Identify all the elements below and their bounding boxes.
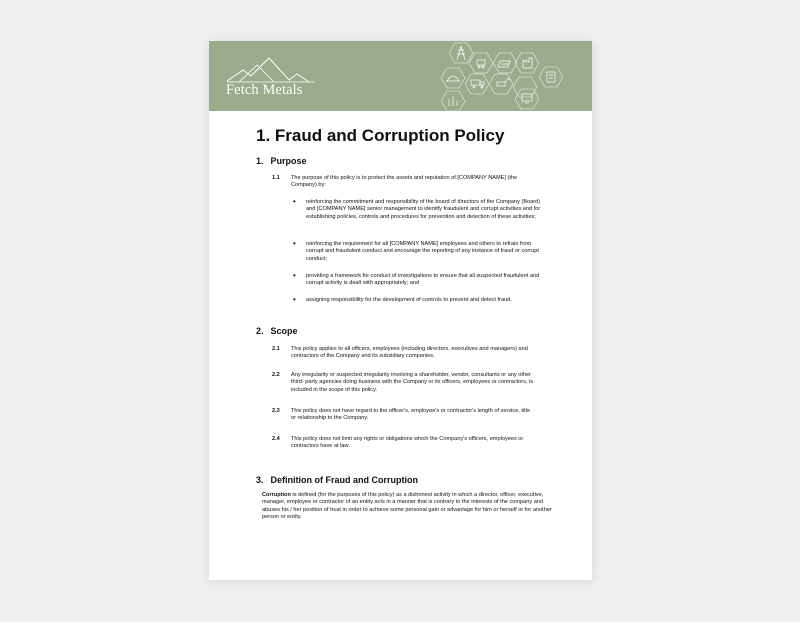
section-heading-purpose bbox=[256, 156, 307, 166]
definition-term: Corruption bbox=[262, 492, 291, 498]
document-page bbox=[209, 41, 592, 580]
section-title: Purpose bbox=[270, 156, 307, 166]
clause-text: This policy does not limit any rights or obligations which the Company's officers, employees or contractors have at law. bbox=[291, 436, 524, 450]
section-number: 2. bbox=[256, 326, 264, 336]
transmission-tower-icon bbox=[457, 46, 465, 60]
bar-chart-icon bbox=[449, 96, 457, 106]
clause-text: The purpose of this policy is to protect the assets and reputation of [COMPANY NAME] (the Company) by: bbox=[291, 175, 518, 189]
bullet-dot: • bbox=[293, 295, 296, 304]
bullet-dot: • bbox=[293, 239, 296, 248]
section-number: 1. bbox=[256, 156, 264, 166]
computer-icon bbox=[522, 94, 532, 103]
section-title: Scope bbox=[270, 326, 298, 336]
mine-cart-icon bbox=[477, 60, 485, 68]
header-banner bbox=[209, 41, 592, 111]
list-item-text: reinforcing the requirement for all [COMPANY NAME] employees and others to refrain from corrupt and fraudulent conduct and encourage the reporting of any instance of fraud or corrupt conduct; bbox=[306, 241, 539, 262]
clause-number: 2.4 bbox=[272, 436, 280, 442]
section-title: Definition of Fraud and Corruption bbox=[270, 475, 418, 485]
section-heading-definition bbox=[256, 475, 418, 485]
hard-hat-icon bbox=[446, 76, 460, 81]
clause-number: 2.3 bbox=[272, 408, 280, 414]
definition-text: is defined (for the purposes of this policy) as a dishonest activity in which a director, officer, executive, manager, employee or contractor of an entity acts in a manner that is contrary to the interests of the company and abuses his / her position of trust in order to achieve some personal gain or advantage for him or herself or for another person or entity. bbox=[262, 492, 552, 521]
factory-icon bbox=[523, 58, 532, 68]
list-item-text: providing a framework for conduct of investigations to ensure that all suspected fraudulent and corrupt activity is dealt with appropriately; and bbox=[306, 273, 540, 287]
section-number: 3. bbox=[256, 475, 264, 485]
document-icon bbox=[547, 72, 555, 82]
solar-panel-icon bbox=[498, 61, 510, 67]
brand-name: Fetch Metals bbox=[226, 82, 303, 98]
list-item-text: assigning responsibility for the development of controls to prevent and detect fraud. bbox=[306, 297, 512, 303]
clause-number: 2.1 bbox=[272, 346, 280, 352]
bullet-dot: • bbox=[293, 271, 296, 280]
excavator-icon bbox=[497, 78, 511, 86]
clause-text: This policy does not have regard to the officer's, employee's or contractor's length of service, title or relationship to the Company. bbox=[291, 408, 531, 422]
truck-icon bbox=[471, 80, 484, 88]
list-item-text: reinforcing the commitment and responsibility of the board of directors of the Company (Board) and [COMPANY NAME] senior management to identify fraudulent and corrupt activities and for establishing policies, controls and procedures for prevention and detection of these activities; bbox=[306, 199, 541, 220]
section-heading-scope bbox=[256, 326, 298, 336]
industry-hexagon-icons bbox=[437, 41, 587, 111]
page-title: 1. Fraud and Corruption Policy bbox=[256, 126, 505, 145]
clause-text: Any irregularity or suspected irregularity involving a shareholder, vendor, consultants or any other third- party agencies doing business with the Company or its officers, employees or contractors, is included in the scope of this policy. bbox=[291, 372, 534, 393]
clause-text: This policy applies to all officers, employees (including directors, executives and managers) and contractors of the Company and its subsidiary companies. bbox=[291, 346, 528, 360]
bullet-dot: • bbox=[293, 197, 296, 206]
mountains-logo-icon bbox=[227, 55, 315, 85]
clause-number: 2.2 bbox=[272, 372, 280, 378]
clause-number: 1.1 bbox=[272, 175, 280, 181]
definition-paragraph bbox=[262, 492, 552, 522]
